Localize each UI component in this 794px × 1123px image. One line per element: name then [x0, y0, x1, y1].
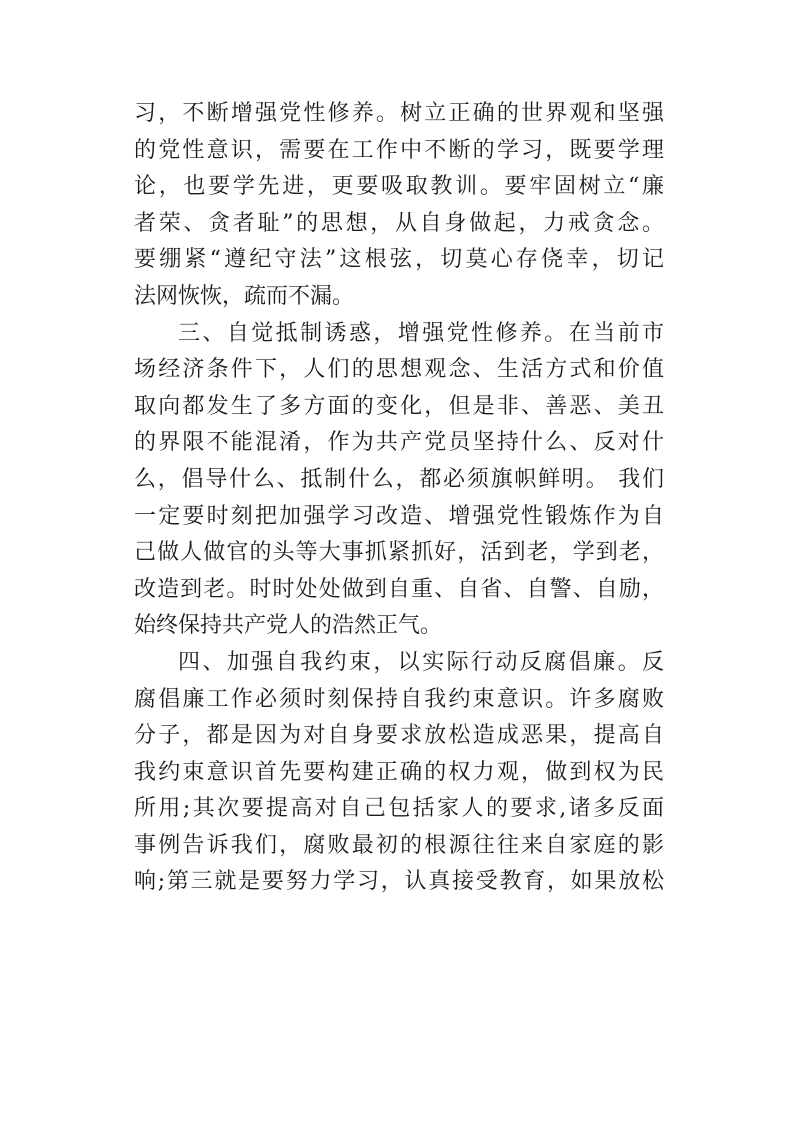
text-line: 习，不断增强党性修养。树立正确的世界观和坚强	[134, 101, 664, 126]
text-line: 分子，都是因为对自身要求放松造成恶果，提高自	[134, 723, 664, 749]
text-line: 己做人做官的头等大事抓紧抓好，活到老，学到老，	[134, 540, 664, 566]
text-line: 的界限不能混淆，作为共产党员坚持什么、反对什	[134, 430, 664, 456]
text-line: 我约束意识首先要构建正确的权力观，做到权为民	[134, 759, 664, 785]
text-line: 所用;其次要提高对自己包括家人的要求,诸多反面	[134, 796, 664, 822]
text-line: 场经济条件下，人们的思想观念、生活方式和价值	[134, 357, 664, 383]
text-line: 论，也要学先进，更要吸取教训。要牢固树立“廉	[134, 174, 664, 200]
text-line: 者荣、贪者耻”的思想，从自身做起，力戒贪念。	[134, 210, 664, 236]
text-line: 响;第三就是要努力学习，认真接受教育，如果放松	[134, 869, 664, 895]
text-line: 一定要时刻把加强学习改造、增强党性锻炼作为自	[134, 503, 664, 529]
section-heading-line: 三、自觉抵制诱惑，增强党性修养。在当前市	[178, 320, 664, 346]
text-line: 么，倡导什么、抵制什么，都必须旗帜鲜明。 我们	[134, 466, 664, 492]
text-line: 取向都发生了多方面的变化，但是非、善恶、美丑	[134, 393, 664, 419]
text-line: 事例告诉我们，腐败最初的根源往往来自家庭的影	[134, 832, 664, 858]
text-line: 腐倡廉工作必须时刻保持自我约束意识。许多腐败	[134, 686, 664, 712]
text-line: 始终保持共产党人的浩然正气。	[134, 613, 443, 639]
body-text	[134, 96, 664, 901]
text-line: 的党性意识，需要在工作中不断的学习，既要学理	[134, 137, 664, 163]
section-heading-line: 四、加强自我约束，以实际行动反腐倡廉。反	[178, 649, 664, 675]
text-line: 改造到老。时时处处做到自重、自省、自警、自励，	[134, 576, 664, 602]
text-line: 法网恢恢，疏而不漏。	[134, 283, 355, 309]
text-line: 要绷紧“遵纪守法”这根弦，切莫心存侥幸，切记	[134, 247, 664, 273]
